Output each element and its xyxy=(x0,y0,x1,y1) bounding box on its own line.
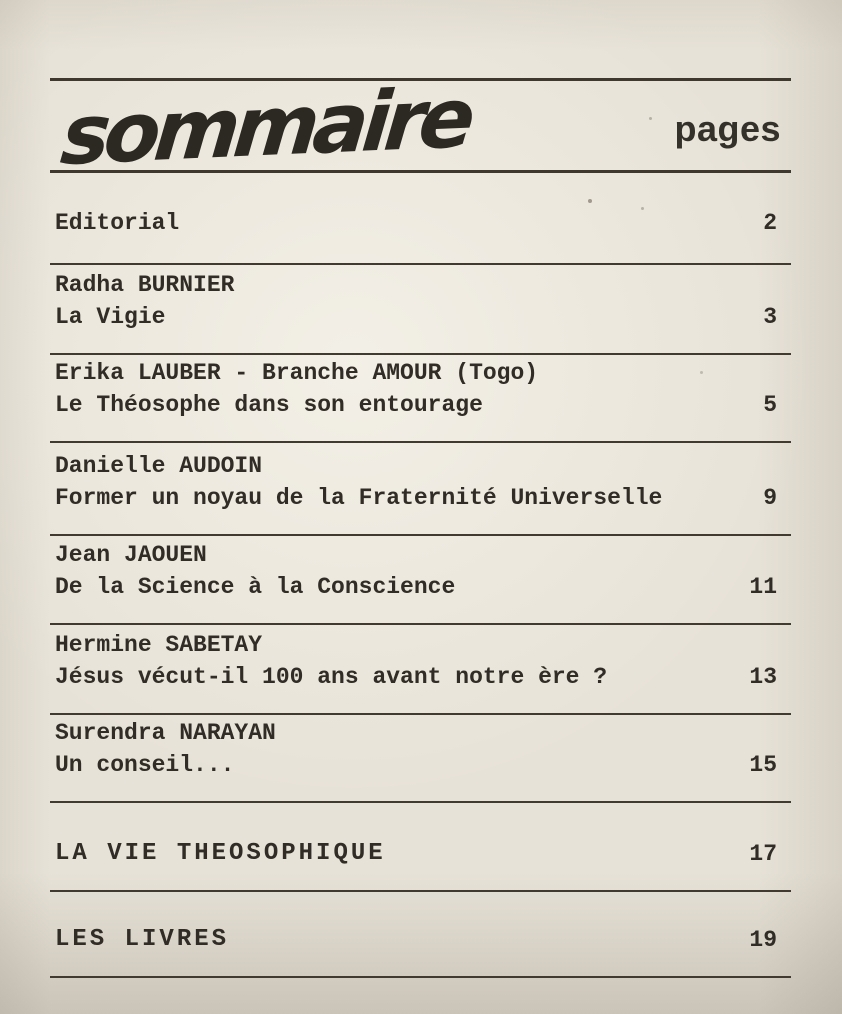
entry-title: Jésus vécut-il 100 ans avant notre ère ? xyxy=(55,664,608,690)
toc-entry-un-conseil xyxy=(50,715,791,803)
entry-page-number: 9 xyxy=(763,485,777,511)
toc-entry-editorial xyxy=(50,173,791,265)
entry-title: LA VIE THEOSOPHIQUE xyxy=(55,840,386,867)
toc-entry-jesus-notre-ere xyxy=(50,625,791,715)
entry-author: Jean JAOUEN xyxy=(55,542,207,568)
entry-texts xyxy=(55,269,234,333)
entry-title: De la Science à la Conscience xyxy=(55,574,456,600)
entry-author: Erika LAUBER - Branche AMOUR (Togo) xyxy=(55,360,539,386)
page-title: sommaire xyxy=(57,70,474,184)
toc-entry-les-livres xyxy=(50,892,791,978)
pages-column-label: pages xyxy=(674,108,781,149)
entry-page-number: 17 xyxy=(749,841,777,867)
entry-page-number: 11 xyxy=(749,574,777,600)
entry-texts xyxy=(55,838,386,870)
entry-page-number: 5 xyxy=(763,392,777,418)
entry-author: Hermine SABETAY xyxy=(55,632,263,658)
entry-texts xyxy=(55,207,179,239)
table-of-contents xyxy=(50,70,791,978)
entry-title: LES LIVRES xyxy=(55,926,230,953)
entry-texts xyxy=(55,357,538,421)
entry-author: Danielle AUDOIN xyxy=(55,453,263,479)
toc-entry-science-conscience xyxy=(50,536,791,625)
entry-page-number: 3 xyxy=(763,304,777,330)
entry-title: Former un noyau de la Fraternité Universelle xyxy=(55,485,663,511)
entry-texts xyxy=(55,629,607,693)
toc-entry-vie-theosophique xyxy=(50,803,791,892)
entry-page-number: 13 xyxy=(749,664,777,690)
entry-author: Radha BURNIER xyxy=(55,272,235,298)
entry-texts xyxy=(55,717,276,781)
entry-title: La Vigie xyxy=(55,304,166,330)
toc-entry-la-vigie xyxy=(50,265,791,355)
toc-entry-theosophe-entourage xyxy=(50,355,791,443)
entry-texts xyxy=(55,924,229,956)
toc-header xyxy=(50,70,791,184)
toc-entry-fraternite-universelle xyxy=(50,443,791,536)
entry-page-number: 2 xyxy=(763,210,777,236)
entry-texts xyxy=(55,539,455,603)
entry-page-number: 19 xyxy=(749,927,777,953)
entry-title: Le Théosophe dans son entourage xyxy=(55,392,483,418)
entry-page-number: 15 xyxy=(749,752,777,778)
entry-title: Un conseil... xyxy=(55,752,235,778)
entry-title: Editorial xyxy=(55,210,180,236)
entry-texts xyxy=(55,450,662,514)
entry-author: Surendra NARAYAN xyxy=(55,720,276,746)
